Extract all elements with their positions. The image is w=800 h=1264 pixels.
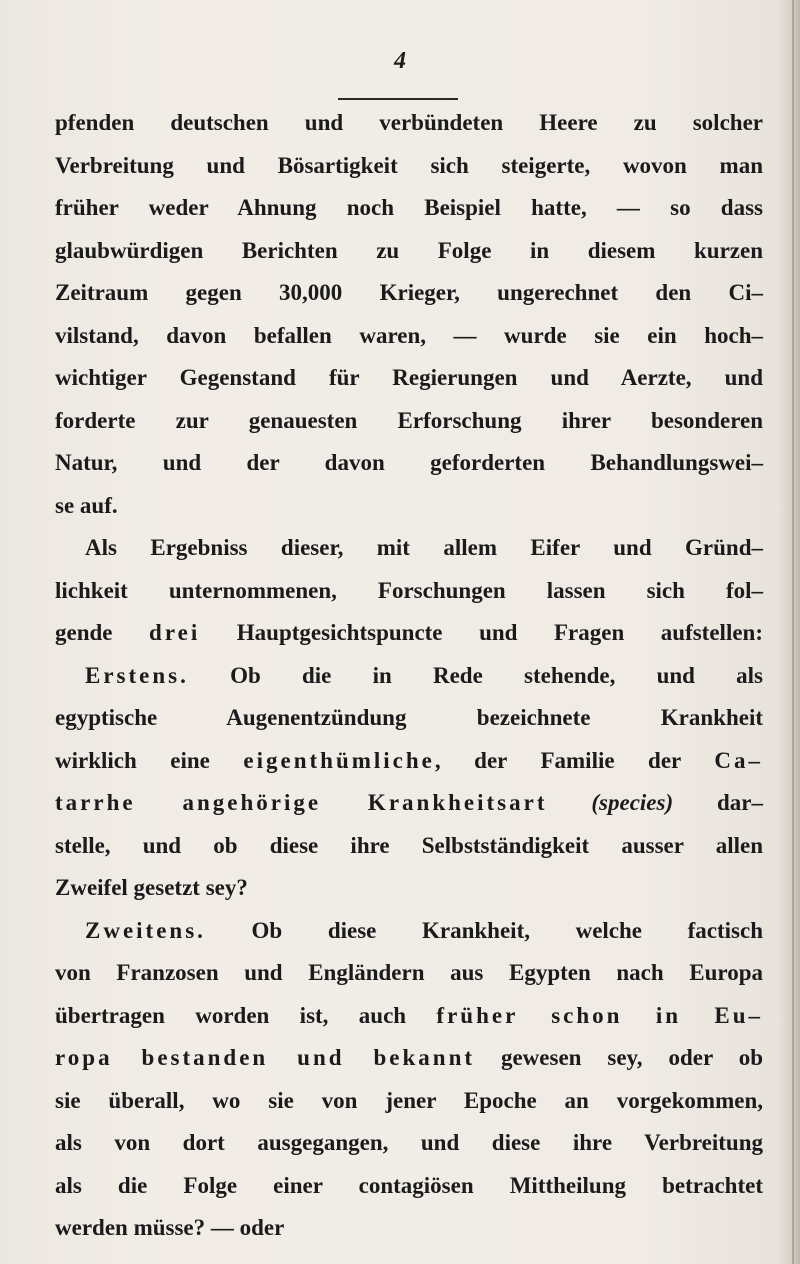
- text-segment: pfenden deutschen und verbündeten Heere zu solcher: [55, 110, 763, 135]
- text-line: [55, 485, 763, 528]
- text-line: [55, 910, 763, 953]
- text-segment: gewesen sey, oder ob: [475, 1045, 764, 1070]
- text-line: [55, 442, 763, 485]
- text-line: [55, 145, 763, 188]
- text-line: [55, 400, 763, 443]
- text-segment: wichtiger Gegenstand für Regierungen und Aerzte, und: [55, 365, 763, 390]
- text-segment: se auf.: [55, 492, 118, 518]
- spaced-emphasis: tarrhe angehörige Krankheitsart: [55, 790, 548, 815]
- text-line: [55, 272, 763, 315]
- text-line: [55, 612, 763, 655]
- text-segment: Natur, und der davon geforderten Behandlungswei–: [55, 450, 763, 475]
- text-line: [55, 655, 763, 698]
- page-edge-shadow: [778, 0, 800, 1264]
- text-segment: von Franzosen und Engländern aus Egypten nach Europa: [55, 960, 763, 985]
- text-line: [55, 527, 763, 570]
- text-line: [55, 570, 763, 613]
- text-segment: Als Ergebniss dieser, mit allem Eifer und Gründ–: [85, 535, 763, 560]
- text-segment: vilstand, davon befallen waren, — wurde sie ein hoch–: [55, 322, 763, 348]
- body-text: [55, 102, 763, 1250]
- text-segment: gende: [55, 620, 150, 645]
- text-segment: Zweifel gesetzt sey?: [55, 875, 248, 900]
- text-line: [55, 357, 763, 400]
- text-segment: [547, 790, 591, 815]
- text-segment: Hauptgesichtspuncte und Fragen aufstellen:: [200, 620, 763, 645]
- text-segment: egyptische Augenentzündung bezeichnete Krankheit: [55, 705, 763, 730]
- text-segment: früher weder Ahnung noch Beispiel hatte, — so dass: [55, 195, 763, 220]
- text-segment: als die Folge einer contagiösen Mittheilung betrachtet: [55, 1172, 763, 1198]
- text-line: [55, 1165, 763, 1208]
- spaced-emphasis: eigenthümliche: [243, 747, 435, 773]
- text-line: [55, 1037, 763, 1080]
- text-segment: als von dort ausgegangen, und diese ihre Verbreitung: [55, 1130, 763, 1155]
- text-line: [55, 782, 763, 825]
- spaced-emphasis: Zweitens.: [85, 917, 206, 943]
- text-line: [55, 230, 763, 273]
- text-line: [55, 995, 763, 1038]
- page-edge-line: [792, 0, 794, 1264]
- text-line: [55, 1207, 763, 1250]
- text-segment: lichkeit unternommenen, Forschungen lassen sich fol–: [55, 577, 763, 603]
- text-segment: sie überall, wo sie von jener Epoche an vorgekommen,: [55, 1087, 763, 1113]
- text-line: [55, 697, 763, 740]
- text-segment: stelle, und ob diese ihre Selbstständigkeit ausser allen: [55, 832, 763, 858]
- text-line: [55, 867, 763, 910]
- text-line: [55, 187, 763, 230]
- text-segment: Zeitraum gegen 30,000 Krieger, ungerechnet den Ci–: [55, 280, 763, 305]
- text-segment: dar–: [673, 790, 764, 815]
- text-segment: übertragen worden ist, auch: [55, 1002, 437, 1028]
- text-segment: werden müsse? — oder: [55, 1215, 285, 1240]
- page-number: 4: [394, 48, 406, 74]
- spaced-emphasis: Erstens.: [85, 662, 189, 688]
- text-line: [55, 825, 763, 868]
- text-segment: Ob diese Krankheit, welche factisch: [205, 917, 763, 943]
- spaced-emphasis: drei: [149, 620, 201, 645]
- text-segment: forderte zur genauesten Erforschung ihrer besonderen: [55, 407, 763, 433]
- text-segment: glaubwürdigen Berichten zu Folge in diesem kurzen: [55, 237, 763, 263]
- text-segment: wirklich eine: [55, 747, 244, 773]
- text-line: [55, 952, 763, 995]
- italic-term: (species): [591, 790, 674, 815]
- text-segment: , der Familie der: [434, 747, 715, 773]
- text-line: [55, 102, 763, 145]
- text-line: [55, 740, 763, 783]
- text-line: [55, 1122, 763, 1165]
- spaced-emphasis: ropa bestanden und bekannt: [55, 1045, 476, 1070]
- text-line: [55, 1080, 763, 1123]
- text-line: [55, 315, 763, 358]
- text-segment: Ob die in Rede stehende, und als: [188, 662, 763, 688]
- spaced-emphasis: Ca–: [714, 747, 763, 773]
- spaced-emphasis: früher schon in Eu–: [436, 1002, 763, 1028]
- text-segment: Verbreitung und Bösartigkeit sich steigerte, wovon man: [55, 152, 763, 178]
- header-rule: [338, 98, 458, 100]
